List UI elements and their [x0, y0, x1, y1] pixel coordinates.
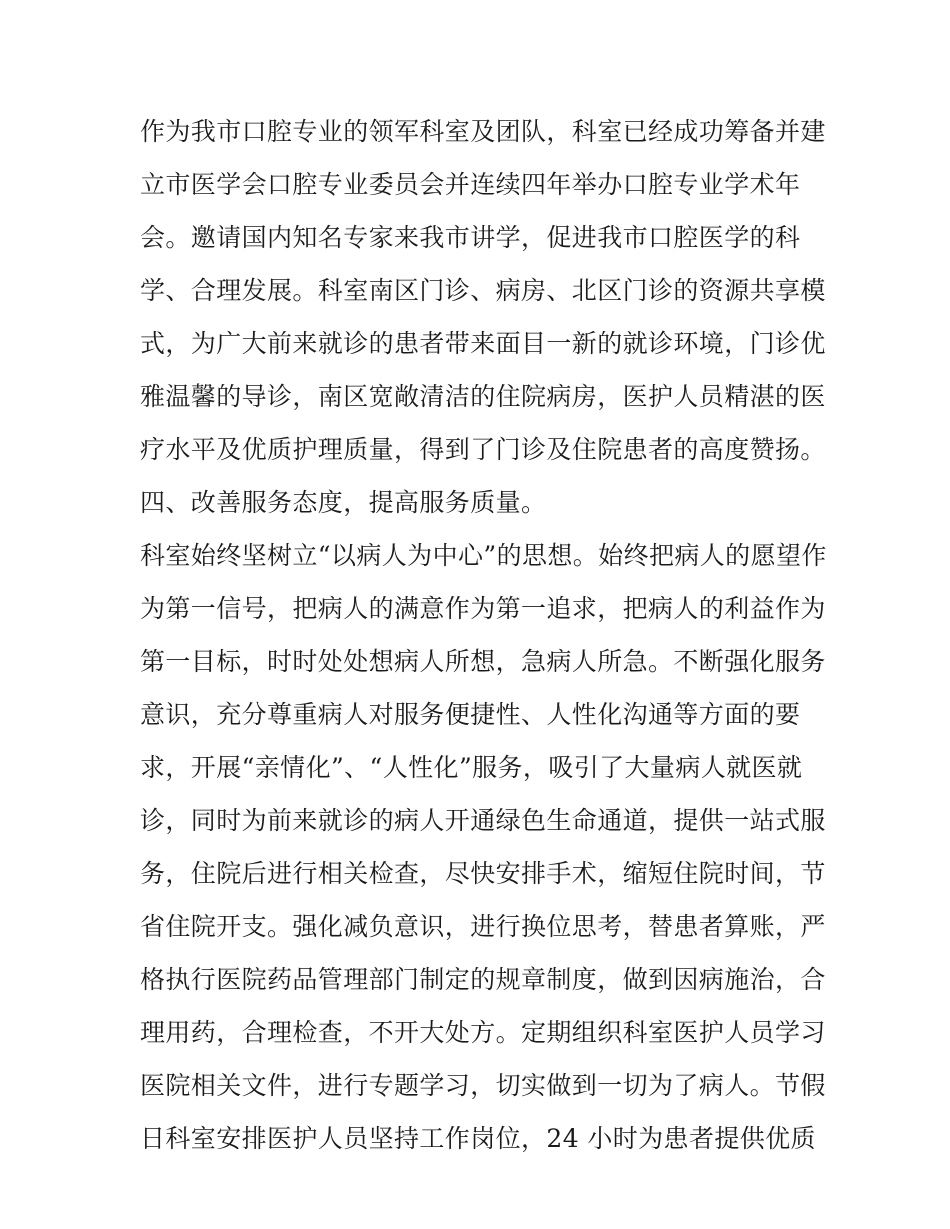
- text-line: 医院相关文件，进行专题学习，切实做到一切为了病人。节假: [140, 1071, 826, 1100]
- section-heading: 四、改善服务态度，提高服务质量。: [140, 488, 547, 517]
- text-line: 务，住院后进行相关检查，尽快安排手术，缩短住院时间，节: [140, 859, 826, 888]
- text-line: 第一目标，时时处处想病人所想，急病人所急。不断强化服务: [140, 647, 826, 676]
- text-line: 省住院开支。强化减负意识，进行换位思考，替患者算账，严: [140, 912, 826, 941]
- text-line: 日科室安排医护人员坚持工作岗位，24 小时为患者提供优质: [140, 1124, 816, 1153]
- text-line: 诊，同时为前来就诊的病人开通绿色生命通道，提供一站式服: [140, 806, 826, 835]
- text-line: 会。邀请国内知名专家来我市讲学，促进我市口腔医学的科: [140, 223, 801, 252]
- document-body: [140, 105, 827, 1165]
- text-line: 立市医学会口腔专业委员会并连续四年举办口腔专业学术年: [140, 170, 801, 199]
- text-line: 作为我市口腔专业的领军科室及团队，科室已经成功筹备并建: [140, 117, 826, 146]
- text-line: 学、合理发展。科室南区门诊、病房、北区门诊的资源共享模: [140, 276, 826, 305]
- text-line: 求，开展“亲情化”、“人性化”服务，吸引了大量病人就医就: [140, 753, 803, 782]
- text-line: 式，为广大前来就诊的患者带来面目一新的就诊环境，门诊优: [140, 329, 826, 358]
- text-line: 意识，充分尊重病人对服务便捷性、人性化沟通等方面的要: [140, 700, 801, 729]
- text-line: 理用药，合理检查，不开大处方。定期组织科室医护人员学习: [140, 1018, 826, 1047]
- text-line: 格执行医院药品管理部门制定的规章制度，做到因病施治，合: [140, 965, 826, 994]
- text-line: 科室始终坚树立“以病人为中心”的思想。始终把病人的愿望作: [140, 541, 827, 570]
- text-line: 疗水平及优质护理质量，得到了门诊及住院患者的高度赞扬。: [140, 435, 826, 464]
- text-line: 雅温馨的导诊，南区宽敞清洁的住院病房，医护人员精湛的医: [140, 382, 826, 411]
- text-line: 为第一信号，把病人的满意作为第一追求，把病人的利益作为: [140, 594, 826, 623]
